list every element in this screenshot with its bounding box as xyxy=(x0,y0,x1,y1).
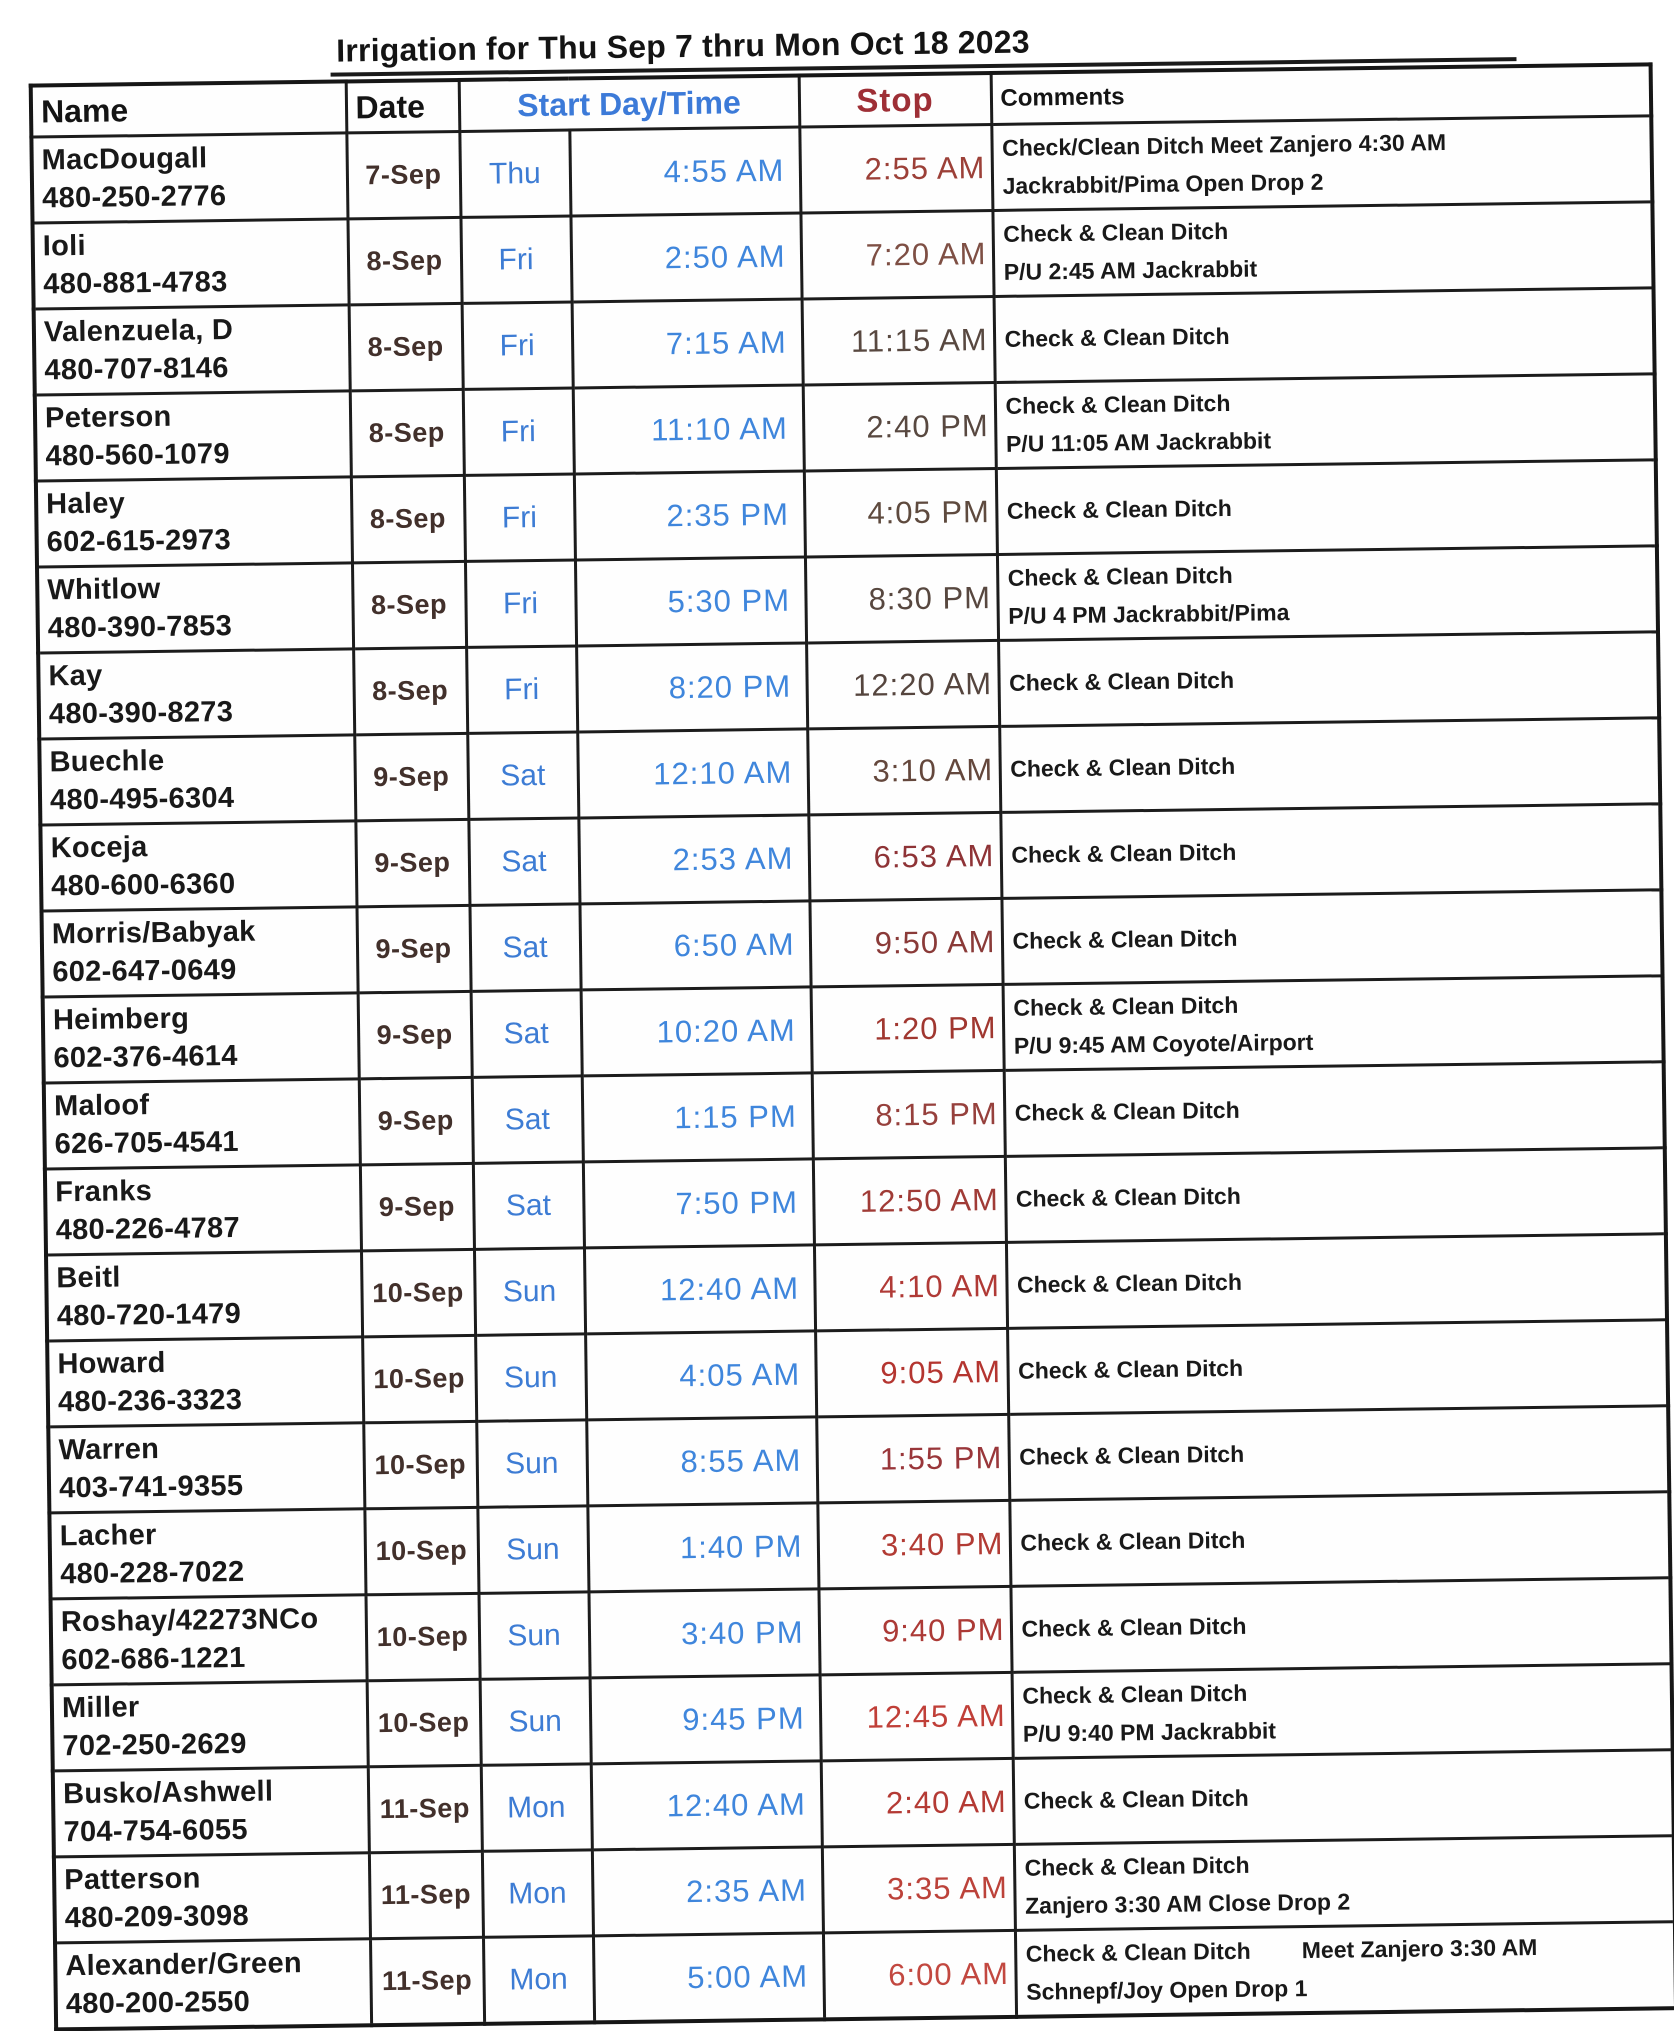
stop-time-cell: 3:10 AM xyxy=(807,726,1000,815)
customer-phone: 480-881-4783 xyxy=(43,265,228,300)
start-day-cell: Sun xyxy=(474,1248,585,1335)
date-cell: 10-Sep xyxy=(362,1335,476,1422)
comment-line: Check & Clean Ditch xyxy=(1016,1268,1243,1298)
stop-time-cell: 6:53 AM xyxy=(808,812,1001,901)
page-title: Irrigation for Thu Sep 7 thru Mon Oct 18 2023 xyxy=(330,17,1516,77)
name-cell xyxy=(33,219,349,309)
customer-name: Maloof xyxy=(53,1088,150,1123)
start-time-cell: 1:15 PM xyxy=(582,1073,813,1162)
irrigation-schedule-table xyxy=(29,62,1674,2031)
date-cell: 10-Sep xyxy=(367,1679,481,1766)
customer-name: Howard xyxy=(57,1346,166,1381)
customer-name: Koceja xyxy=(50,830,148,865)
start-time-cell: 2:53 AM xyxy=(578,815,809,904)
name-cell xyxy=(38,649,354,739)
name-cell xyxy=(45,1165,361,1255)
start-time-cell: 8:20 PM xyxy=(576,643,807,732)
comments-cell xyxy=(1005,1148,1666,1243)
scanned-schedule-sheet xyxy=(28,15,1674,2031)
name-cell xyxy=(52,1681,368,1771)
header-stop: Stop xyxy=(799,73,992,127)
start-day-cell: Sun xyxy=(475,1334,586,1421)
customer-name: Valenzuela, D xyxy=(43,313,234,349)
comment-line: Zanjero 3:30 AM Close Drop 2 xyxy=(1024,1887,1351,1919)
customer-name: Patterson xyxy=(63,1862,201,1897)
comment-line: P/U 2:45 AM Jackrabbit xyxy=(1003,255,1258,285)
name-cell xyxy=(51,1595,367,1685)
comments-cell xyxy=(1014,1836,1674,1931)
customer-phone: 704-754-6055 xyxy=(63,1813,248,1848)
comment-line: Jackrabbit/Pima Open Drop 2 xyxy=(1002,168,1324,199)
start-time-cell: 5:00 AM xyxy=(593,1933,824,2023)
date-cell: 8-Sep xyxy=(353,647,467,734)
customer-name: Haley xyxy=(45,487,126,521)
customer-phone: 702-250-2629 xyxy=(62,1727,247,1762)
comment-line: Check & Clean Ditch xyxy=(1005,389,1231,419)
comments-cell xyxy=(1013,1750,1674,1845)
start-time-cell: 2:50 AM xyxy=(570,213,801,302)
date-cell: 10-Sep xyxy=(364,1507,478,1594)
customer-name: Roshay/42273NCo xyxy=(60,1602,319,1639)
start-time-cell: 11:10 AM xyxy=(573,385,804,474)
name-cell xyxy=(43,993,359,1083)
start-time-cell: 4:55 AM xyxy=(569,127,800,216)
stop-time-cell: 2:40 PM xyxy=(803,382,996,471)
comment-line: P/U 4 PM Jackrabbit/Pima xyxy=(1008,598,1290,629)
comment-line: Check & Clean Ditch xyxy=(1008,666,1235,696)
stop-time-cell: 2:55 AM xyxy=(799,125,992,214)
customer-name: Buechle xyxy=(49,744,165,779)
customer-name: Beitl xyxy=(56,1261,121,1295)
start-time-cell: 12:40 AM xyxy=(591,1761,822,1850)
comments-cell xyxy=(996,460,1657,555)
date-cell: 11-Sep xyxy=(370,1937,484,2025)
start-day-cell: Sun xyxy=(478,1592,589,1679)
name-cell xyxy=(37,563,353,653)
start-day-cell: Fri xyxy=(464,474,575,561)
stop-time-cell: 12:50 AM xyxy=(813,1156,1006,1245)
customer-name: Whitlow xyxy=(47,572,161,607)
customer-name: Lacher xyxy=(59,1518,157,1553)
date-cell: 10-Sep xyxy=(365,1593,479,1680)
start-time-cell: 8:55 AM xyxy=(586,1417,817,1506)
start-day-cell: Fri xyxy=(462,302,573,389)
comments-cell xyxy=(1012,1664,1673,1759)
stop-time-cell: 12:20 AM xyxy=(806,640,999,729)
start-time-cell: 12:10 AM xyxy=(577,729,808,818)
header-name: Name xyxy=(31,81,347,137)
stop-time-cell: 1:20 PM xyxy=(811,984,1004,1073)
start-time-cell: 7:15 AM xyxy=(572,299,803,388)
start-day-cell: Sat xyxy=(469,904,580,991)
start-time-cell: 12:40 AM xyxy=(584,1245,815,1334)
customer-phone: 480-600-6360 xyxy=(50,867,236,902)
stop-time-cell: 8:30 PM xyxy=(805,554,998,643)
customer-phone: 480-228-7022 xyxy=(59,1555,245,1590)
start-time-cell: 5:30 PM xyxy=(575,557,806,646)
start-day-cell: Fri xyxy=(463,388,574,475)
stop-time-cell: 12:45 AM xyxy=(820,1672,1013,1761)
start-day-cell: Sun xyxy=(476,1420,587,1507)
customer-phone: 480-236-3323 xyxy=(57,1383,243,1418)
comments-cell xyxy=(1006,1234,1667,1329)
comment-line: Check & Clean Ditch xyxy=(1022,1679,1248,1709)
start-day-cell: Sat xyxy=(467,732,578,819)
header-date: Date xyxy=(346,80,460,133)
start-time-cell: 1:40 PM xyxy=(587,1503,818,1592)
start-day-cell: Fri xyxy=(460,216,571,303)
customer-name: Warren xyxy=(58,1432,160,1467)
comment-line: P/U 9:45 AM Coyote/Airport xyxy=(1013,1028,1314,1059)
comments-cell xyxy=(998,632,1659,727)
date-cell: 7-Sep xyxy=(346,131,460,218)
comment-line: Check & Clean Ditch xyxy=(1023,1784,1249,1814)
date-cell: 8-Sep xyxy=(350,389,464,476)
name-cell xyxy=(44,1079,360,1169)
customer-phone: 480-209-3098 xyxy=(64,1899,250,1934)
comments-cell xyxy=(995,374,1656,469)
date-cell: 9-Sep xyxy=(360,1163,474,1250)
comment-line: Check & Clean Ditch xyxy=(1003,217,1229,247)
stop-time-cell: 9:40 PM xyxy=(818,1586,1011,1675)
customer-name: Kay xyxy=(48,659,103,693)
comment-line: Check & Clean Ditch xyxy=(1010,752,1236,782)
stop-time-cell: 8:15 PM xyxy=(812,1070,1005,1159)
start-day-cell: Sat xyxy=(472,1076,583,1163)
comment-line: P/U 11:05 AM Jackrabbit xyxy=(1005,426,1272,457)
start-time-cell: 9:45 PM xyxy=(590,1675,821,1764)
customer-name: Ioli xyxy=(42,229,87,263)
comments-cell xyxy=(1010,1578,1671,1673)
stop-time-cell: 9:50 AM xyxy=(809,898,1002,987)
date-cell: 8-Sep xyxy=(347,217,461,304)
customer-phone: 480-390-7853 xyxy=(47,609,233,644)
comments-cell xyxy=(1003,976,1664,1071)
name-cell xyxy=(53,1767,369,1857)
comment-line: Check & Clean Ditch xyxy=(1017,1354,1244,1384)
name-cell xyxy=(31,133,347,223)
comment-line: Schnepf/Joy Open Drop 1 xyxy=(1026,1974,1308,2005)
comment-line: Check & Clean Ditch xyxy=(1019,1440,1245,1470)
start-day-cell: Sun xyxy=(480,1678,591,1765)
customer-name: Morris/Babyak xyxy=(51,915,256,951)
name-cell xyxy=(49,1509,365,1599)
stop-time-cell: 9:05 AM xyxy=(815,1328,1008,1417)
name-cell xyxy=(47,1337,363,1427)
customer-phone: 602-686-1221 xyxy=(61,1641,246,1676)
customer-phone: 403-741-9355 xyxy=(58,1469,244,1504)
name-cell xyxy=(48,1423,364,1513)
comment-line: Check & Clean Ditch xyxy=(1015,1182,1241,1212)
customer-phone: 480-495-6304 xyxy=(49,781,235,816)
comments-cell xyxy=(997,546,1658,641)
customer-name: MacDougall xyxy=(41,142,208,177)
comment-line: Check & Clean Ditch xyxy=(1024,1851,1250,1881)
comments-cell xyxy=(1000,804,1661,899)
comments-cell xyxy=(1001,890,1662,985)
comments-cell xyxy=(1015,1922,1674,2017)
comment-line: Check & Clean Ditch xyxy=(1011,838,1237,868)
date-cell: 10-Sep xyxy=(361,1249,475,1336)
comment-line: P/U 9:40 PM Jackrabbit xyxy=(1022,1716,1277,1747)
start-day-cell: Sat xyxy=(473,1162,584,1249)
customer-phone: 480-560-1079 xyxy=(45,437,230,472)
date-cell: 9-Sep xyxy=(358,991,472,1078)
start-time-cell: 3:40 PM xyxy=(588,1589,819,1678)
date-cell: 10-Sep xyxy=(363,1421,477,1508)
customer-phone: 602-376-4614 xyxy=(53,1039,238,1074)
name-cell xyxy=(54,1853,370,1943)
start-time-cell: 2:35 PM xyxy=(574,471,805,560)
name-cell xyxy=(55,1939,371,2030)
comments-cell xyxy=(994,288,1655,383)
customer-phone: 480-720-1479 xyxy=(56,1297,242,1332)
comment-line: Check & Clean Ditch xyxy=(1013,991,1239,1021)
comment-line: Check & Clean Ditch xyxy=(1014,1096,1240,1126)
name-cell xyxy=(46,1251,362,1341)
start-day-cell: Thu xyxy=(459,130,570,217)
start-time-cell: 7:50 PM xyxy=(583,1159,814,1248)
customer-phone: 480-200-2550 xyxy=(65,1985,251,2020)
comment-line: Check & Clean Ditch xyxy=(1012,924,1238,954)
date-cell: 8-Sep xyxy=(351,475,465,562)
customer-phone: 480-250-2776 xyxy=(41,179,227,214)
customer-name: Miller xyxy=(61,1691,140,1725)
start-day-cell: Fri xyxy=(466,646,577,733)
stop-time-cell: 2:40 AM xyxy=(821,1758,1014,1847)
stop-time-cell: 1:55 PM xyxy=(816,1414,1009,1503)
customer-phone: 626-705-4541 xyxy=(54,1125,239,1160)
comment-line: Check & Clean Ditch xyxy=(1007,561,1233,591)
customer-phone: 602-647-0649 xyxy=(52,953,237,988)
start-day-cell: Fri xyxy=(465,560,576,647)
date-cell: 11-Sep xyxy=(369,1851,483,1938)
start-day-cell: Sun xyxy=(477,1506,588,1593)
table-body xyxy=(31,116,1674,2030)
customer-phone: 480-226-4787 xyxy=(55,1211,241,1246)
comments-cell xyxy=(1008,1406,1669,1501)
customer-phone: 602-615-2973 xyxy=(46,523,232,558)
stop-time-cell: 3:35 AM xyxy=(822,1844,1015,1933)
customer-name: Busko/Ashwell xyxy=(62,1775,274,1811)
start-time-cell: 4:05 AM xyxy=(585,1331,816,1420)
name-cell xyxy=(35,391,351,481)
customer-name: Franks xyxy=(54,1174,153,1209)
start-time-cell: 6:50 AM xyxy=(579,901,810,990)
stop-time-cell: 7:20 AM xyxy=(800,210,993,299)
header-start-day-time: Start Day/Time xyxy=(459,76,800,132)
name-cell xyxy=(39,735,355,825)
start-time-cell: 10:20 AM xyxy=(581,987,812,1076)
name-cell xyxy=(40,821,356,911)
comment-line: Check/Clean Ditch Meet Zanjero 4:30 AM xyxy=(1001,128,1447,161)
name-cell xyxy=(42,907,358,997)
date-cell: 9-Sep xyxy=(359,1077,473,1164)
comment-line: Check & Clean Ditch xyxy=(1020,1526,1246,1556)
start-day-cell: Sat xyxy=(468,818,579,905)
date-cell: 9-Sep xyxy=(355,819,469,906)
start-day-cell: Sat xyxy=(471,990,582,1077)
comments-cell xyxy=(1007,1320,1668,1415)
date-cell: 8-Sep xyxy=(352,561,466,648)
comment-line: Check & Clean Ditch xyxy=(1004,322,1230,352)
customer-name: Heimberg xyxy=(52,1002,190,1037)
customer-phone: 480-390-8273 xyxy=(48,695,234,730)
customer-name: Alexander/Green xyxy=(65,1946,303,1983)
date-cell: 9-Sep xyxy=(354,733,468,820)
customer-name: Peterson xyxy=(44,400,172,435)
comment-line: Check & Clean Ditch xyxy=(1006,494,1232,524)
date-cell: 11-Sep xyxy=(368,1765,482,1852)
start-day-cell: Mon xyxy=(482,1850,593,1937)
comments-cell xyxy=(992,202,1653,297)
name-cell xyxy=(36,477,352,567)
comment-line: Check & Clean Ditch xyxy=(1021,1612,1247,1642)
date-cell: 8-Sep xyxy=(349,303,463,390)
comments-cell xyxy=(991,116,1652,211)
customer-phone: 480-707-8146 xyxy=(44,351,229,386)
stop-time-cell: 4:05 PM xyxy=(804,468,997,557)
stop-time-cell: 11:15 AM xyxy=(802,296,995,385)
start-time-cell: 2:35 AM xyxy=(592,1847,823,1936)
comments-cell xyxy=(1004,1062,1665,1157)
start-day-cell: Mon xyxy=(483,1936,594,2024)
name-cell xyxy=(34,305,350,395)
start-day-cell: Mon xyxy=(481,1764,592,1851)
stop-time-cell: 6:00 AM xyxy=(823,1930,1016,2019)
header-comments: Comments xyxy=(991,64,1652,124)
stop-time-cell: 4:10 AM xyxy=(814,1242,1007,1331)
comment-line: Check & Clean Ditch Meet Zanjero 3:30 AM xyxy=(1025,1933,1538,1967)
comments-cell xyxy=(999,718,1660,813)
stop-time-cell: 3:40 PM xyxy=(817,1500,1010,1589)
date-cell: 9-Sep xyxy=(356,905,470,992)
comments-cell xyxy=(1009,1492,1670,1587)
